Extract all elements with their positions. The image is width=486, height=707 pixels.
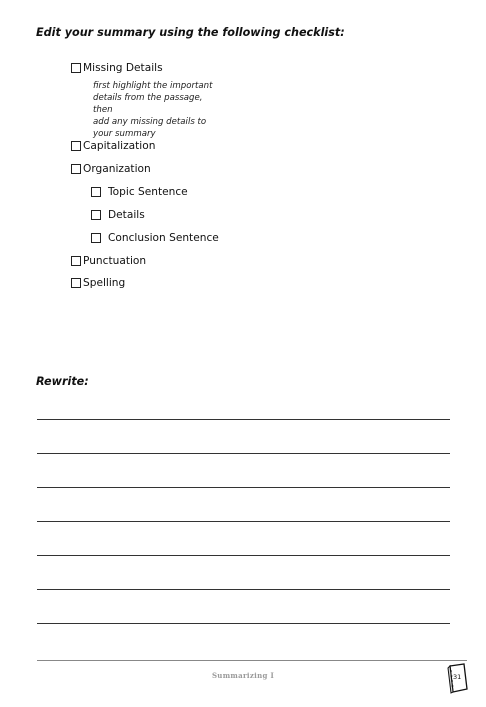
writing-line[interactable] bbox=[37, 555, 450, 556]
checklist-item-spelling bbox=[71, 277, 125, 289]
checkbox[interactable] bbox=[71, 63, 81, 73]
checkbox[interactable] bbox=[91, 233, 101, 243]
subitem-conclusion-sentence bbox=[91, 232, 219, 244]
checklist-item-label: Organization bbox=[83, 163, 151, 175]
checklist-item-label: Punctuation bbox=[83, 255, 147, 267]
writing-line[interactable] bbox=[37, 623, 450, 624]
footer-title: Summarizing I bbox=[211, 671, 275, 680]
writing-line[interactable] bbox=[37, 453, 450, 454]
note-line: first highlight the important bbox=[93, 81, 213, 91]
checkbox[interactable] bbox=[91, 187, 101, 197]
checklist-item-label: Missing Details bbox=[83, 62, 163, 74]
writing-line[interactable] bbox=[37, 419, 450, 420]
checklist-item-missing-details bbox=[71, 62, 163, 74]
writing-line[interactable] bbox=[37, 487, 450, 488]
writing-line[interactable] bbox=[37, 589, 450, 590]
subitem-label: Conclusion Sentence bbox=[108, 232, 219, 244]
subitem-topic-sentence bbox=[91, 186, 188, 198]
note-line: add any missing details to bbox=[93, 117, 207, 127]
note-line: your summary bbox=[93, 129, 156, 139]
missing-details-note bbox=[93, 80, 223, 140]
checklist-item-label: Spelling bbox=[83, 277, 126, 289]
checklist-item-punctuation bbox=[71, 255, 146, 267]
checklist-item-capitalization bbox=[71, 140, 155, 152]
footer-divider bbox=[37, 660, 467, 661]
checkbox[interactable] bbox=[71, 141, 81, 151]
checklist-heading: Edit your summary using the following checklist: bbox=[36, 26, 345, 39]
checkbox[interactable] bbox=[71, 256, 81, 266]
checkbox[interactable] bbox=[71, 164, 81, 174]
page-number: 31 bbox=[453, 673, 462, 681]
checkbox[interactable] bbox=[71, 278, 81, 288]
checkbox[interactable] bbox=[91, 210, 101, 220]
subitem-label: Details bbox=[108, 209, 145, 221]
subitem-details bbox=[91, 209, 145, 221]
note-line: details from the passage, then bbox=[93, 93, 203, 115]
writing-line[interactable] bbox=[37, 521, 450, 522]
rewrite-label: Rewrite: bbox=[36, 375, 89, 388]
subitem-label: Topic Sentence bbox=[108, 186, 188, 198]
checklist-item-label: Capitalization bbox=[83, 140, 156, 152]
checklist-item-organization bbox=[71, 163, 151, 175]
